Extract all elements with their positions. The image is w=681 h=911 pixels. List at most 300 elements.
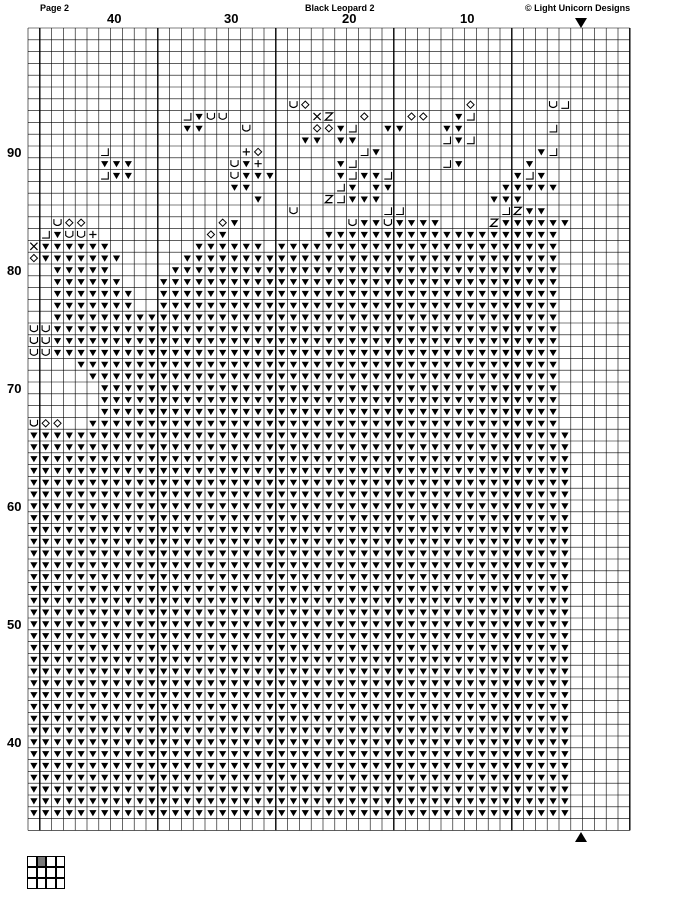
symbol-heart [561, 716, 568, 722]
symbol-heart [101, 503, 108, 509]
symbol-heart [66, 680, 73, 686]
symbol-heart [373, 173, 380, 179]
symbol-heart [432, 704, 439, 710]
symbol-heart [196, 397, 203, 403]
symbol-heart [266, 728, 273, 734]
symbol-heart [479, 515, 486, 521]
symbol-heart [54, 256, 61, 262]
symbol-heart [302, 610, 309, 616]
symbol-heart [231, 244, 238, 250]
symbol-heart [514, 716, 521, 722]
symbol-heart [561, 610, 568, 616]
symbol-heart [384, 468, 391, 474]
symbol-heart [491, 456, 498, 462]
symbol-heart [196, 798, 203, 804]
symbol-heart [42, 739, 49, 745]
symbol-heart [243, 692, 250, 698]
symbol-heart [30, 716, 37, 722]
symbol-heart [278, 397, 285, 403]
symbol-heart [89, 704, 96, 710]
symbol-heart [514, 232, 521, 238]
symbol-heart [314, 291, 321, 297]
symbol-heart [30, 468, 37, 474]
symbol-cross [30, 243, 37, 250]
symbol-heart [137, 433, 144, 439]
symbol-heart [526, 315, 533, 321]
symbol-heart [137, 527, 144, 533]
symbol-heart [54, 645, 61, 651]
symbol-heart [337, 680, 344, 686]
symbol-heart [42, 244, 49, 250]
symbol-heart [101, 350, 108, 356]
symbol-heart [290, 645, 297, 651]
symbol-heart [290, 480, 297, 486]
symbol-heart [101, 444, 108, 450]
symbol-heart [455, 397, 462, 403]
symbol-heart [526, 739, 533, 745]
symbol-heart [514, 385, 521, 391]
symbol-heart [420, 645, 427, 651]
symbol-heart [432, 574, 439, 580]
symbol-heart [396, 244, 403, 250]
symbol-heart [502, 256, 509, 262]
symbol-heart [314, 574, 321, 580]
symbol-heart [266, 492, 273, 498]
symbol-heart [314, 468, 321, 474]
symbol-heart [561, 444, 568, 450]
symbol-heart [101, 161, 108, 167]
symbol-heart [89, 421, 96, 427]
symbol-heart [337, 633, 344, 639]
symbol-heart [538, 539, 545, 545]
symbol-heart [125, 810, 132, 816]
symbol-heart [255, 173, 262, 179]
symbol-heart [538, 492, 545, 498]
symbol-heart [30, 680, 37, 686]
symbol-heart [337, 574, 344, 580]
symbol-heart [337, 397, 344, 403]
symbol-heart [78, 763, 85, 769]
symbol-heart [113, 374, 120, 380]
symbol-heart [373, 645, 380, 651]
symbol-heart [160, 527, 167, 533]
symbol-heart [455, 114, 462, 120]
symbol-heart [66, 527, 73, 533]
symbol-heart [137, 397, 144, 403]
symbol-heart [432, 492, 439, 498]
symbol-heart [302, 798, 309, 804]
symbol-heart [361, 444, 368, 450]
symbol-heart [290, 527, 297, 533]
symbol-heart [384, 385, 391, 391]
symbol-heart [137, 657, 144, 663]
symbol-heart [184, 562, 191, 568]
symbol-heart [325, 503, 332, 509]
symbol-heart [231, 527, 238, 533]
symbol-heart [325, 633, 332, 639]
symbol-heart [502, 232, 509, 238]
symbol-heart [349, 751, 356, 757]
symbol-heart [550, 621, 557, 627]
symbol-heart [467, 362, 474, 368]
symbol-heart [479, 291, 486, 297]
symbol-heart [160, 456, 167, 462]
symbol-heart [373, 244, 380, 250]
symbol-heart [455, 444, 462, 450]
symbol-heart [538, 185, 545, 191]
symbol-heart [432, 279, 439, 285]
symbol-heart [432, 562, 439, 568]
symbol-heart [349, 374, 356, 380]
symbol-heart [148, 586, 155, 592]
symbol-heart [66, 669, 73, 675]
symbol-heart [502, 704, 509, 710]
symbol-heart [42, 515, 49, 521]
symbol-heart [396, 787, 403, 793]
symbol-heart [502, 798, 509, 804]
symbol-heart [243, 539, 250, 545]
symbol-heart [290, 775, 297, 781]
symbol-heart [219, 492, 226, 498]
symbol-heart [420, 433, 427, 439]
symbol-heart [349, 515, 356, 521]
symbol-heart [349, 350, 356, 356]
symbol-heart [396, 527, 403, 533]
symbol-heart [101, 645, 108, 651]
symbol-heart [361, 315, 368, 321]
symbol-heart [160, 680, 167, 686]
symbol-heart [349, 456, 356, 462]
symbol-heart [231, 374, 238, 380]
symbol-heart [266, 775, 273, 781]
symbol-heart [148, 326, 155, 332]
symbol-heart [113, 444, 120, 450]
symbol-heart [160, 338, 167, 344]
symbol-heart [396, 574, 403, 580]
symbol-heart [396, 421, 403, 427]
symbol-heart [148, 621, 155, 627]
symbol-heart [314, 444, 321, 450]
symbol-heart [384, 751, 391, 757]
symbol-heart [160, 586, 167, 592]
symbol-heart [396, 657, 403, 663]
symbol-heart [538, 421, 545, 427]
symbol-heart [538, 574, 545, 580]
symbol-heart [160, 362, 167, 368]
symbol-heart [325, 586, 332, 592]
symbol-heart [231, 362, 238, 368]
symbol-heart [420, 326, 427, 332]
symbol-heart [396, 291, 403, 297]
symbol-heart [443, 362, 450, 368]
symbol-heart [231, 385, 238, 391]
symbol-heart [113, 480, 120, 486]
symbol-heart [408, 244, 415, 250]
symbol-heart [373, 704, 380, 710]
symbol-heart [432, 315, 439, 321]
symbol-heart [314, 798, 321, 804]
symbol-heart [219, 232, 226, 238]
symbol-heart [361, 267, 368, 273]
symbol-heart [538, 409, 545, 415]
symbol-heart [337, 598, 344, 604]
symbol-heart [255, 468, 262, 474]
symbol-heart [42, 763, 49, 769]
symbol-heart [373, 621, 380, 627]
symbol-heart [325, 704, 332, 710]
symbol-heart [373, 633, 380, 639]
symbol-heart [137, 503, 144, 509]
symbol-heart [538, 468, 545, 474]
symbol-heart [373, 326, 380, 332]
symbol-heart [78, 350, 85, 356]
symbol-heart [361, 433, 368, 439]
symbol-heart [479, 350, 486, 356]
symbol-heart [30, 492, 37, 498]
symbol-heart [420, 503, 427, 509]
symbol-heart [443, 421, 450, 427]
symbol-heart [196, 621, 203, 627]
symbol-heart [373, 574, 380, 580]
symbol-heart [137, 763, 144, 769]
symbol-heart [184, 480, 191, 486]
symbol-heart [172, 692, 179, 698]
symbol-heart [219, 468, 226, 474]
symbol-heart [290, 374, 297, 380]
symbol-heart [538, 350, 545, 356]
symbol-heart [550, 244, 557, 250]
symbol-heart [408, 645, 415, 651]
symbol-heart [243, 598, 250, 604]
symbol-heart [78, 456, 85, 462]
symbol-heart [78, 562, 85, 568]
symbol-heart [550, 468, 557, 474]
symbol-heart [479, 232, 486, 238]
symbol-heart [42, 645, 49, 651]
symbol-heart [432, 326, 439, 332]
symbol-heart [207, 692, 214, 698]
symbol-heart [78, 539, 85, 545]
symbol-heart [207, 669, 214, 675]
symbol-heart [101, 751, 108, 757]
symbol-heart [172, 704, 179, 710]
symbol-heart [314, 492, 321, 498]
symbol-heart [325, 492, 332, 498]
symbol-heart [231, 539, 238, 545]
symbol-heart [113, 421, 120, 427]
symbol-heart [396, 362, 403, 368]
symbol-heart [184, 350, 191, 356]
symbol-heart [314, 326, 321, 332]
symbol-heart [231, 492, 238, 498]
symbol-heart [432, 409, 439, 415]
symbol-heart [479, 409, 486, 415]
symbol-heart [538, 551, 545, 557]
symbol-heart [66, 539, 73, 545]
symbol-heart [526, 621, 533, 627]
symbol-heart [160, 279, 167, 285]
symbol-heart [526, 220, 533, 226]
symbol-heart [125, 409, 132, 415]
symbol-cup [290, 101, 297, 107]
symbol-heart [302, 362, 309, 368]
symbol-heart [384, 680, 391, 686]
symbol-heart [302, 574, 309, 580]
symbol-heart [561, 669, 568, 675]
symbol-heart [302, 586, 309, 592]
symbol-heart [408, 256, 415, 262]
symbol-heart [314, 716, 321, 722]
symbol-heart [42, 574, 49, 580]
symbol-heart [278, 551, 285, 557]
symbol-heart [30, 751, 37, 757]
symbol-heart [443, 350, 450, 356]
symbol-heart [207, 798, 214, 804]
symbol-heart [526, 669, 533, 675]
symbol-heart [54, 598, 61, 604]
symbol-heart [479, 456, 486, 462]
symbol-heart [325, 775, 332, 781]
symbol-heart [160, 633, 167, 639]
symbol-heart [373, 775, 380, 781]
symbol-heart [243, 739, 250, 745]
symbol-corner [526, 172, 533, 179]
symbol-heart [491, 798, 498, 804]
symbol-heart [113, 515, 120, 521]
symbol-heart [514, 775, 521, 781]
symbol-heart [207, 527, 214, 533]
symbol-heart [243, 256, 250, 262]
symbol-heart [137, 551, 144, 557]
symbol-heart [443, 551, 450, 557]
symbol-heart [290, 326, 297, 332]
symbol-heart [231, 256, 238, 262]
symbol-heart [89, 291, 96, 297]
symbol-diamond-outline [30, 255, 37, 262]
symbol-heart [231, 279, 238, 285]
symbol-heart [325, 527, 332, 533]
symbol-heart [125, 716, 132, 722]
symbol-heart [337, 138, 344, 144]
symbol-heart [125, 315, 132, 321]
symbol-heart [337, 291, 344, 297]
symbol-heart [408, 621, 415, 627]
symbol-heart [184, 787, 191, 793]
symbol-heart [184, 256, 191, 262]
symbol-heart [78, 444, 85, 450]
symbol-heart [455, 574, 462, 580]
symbol-heart [443, 303, 450, 309]
symbol-heart [184, 798, 191, 804]
symbol-heart [396, 645, 403, 651]
symbol-heart [207, 704, 214, 710]
symbol-heart [148, 598, 155, 604]
symbol-heart [349, 728, 356, 734]
symbol-heart [337, 350, 344, 356]
symbol-heart [314, 539, 321, 545]
symbol-heart [160, 657, 167, 663]
symbol-heart [561, 456, 568, 462]
symbol-heart [314, 633, 321, 639]
symbol-heart [550, 810, 557, 816]
symbol-heart [514, 728, 521, 734]
symbol-heart [66, 551, 73, 557]
symbol-heart [420, 315, 427, 321]
symbol-heart [408, 657, 415, 663]
symbol-heart [420, 598, 427, 604]
symbol-heart [148, 551, 155, 557]
symbol-heart [502, 621, 509, 627]
symbol-heart [302, 338, 309, 344]
symbol-corner [467, 113, 474, 120]
symbol-heart [266, 385, 273, 391]
symbol-heart [255, 409, 262, 415]
symbol-heart [196, 291, 203, 297]
symbol-heart [408, 515, 415, 521]
symbol-heart [207, 680, 214, 686]
symbol-heart [373, 763, 380, 769]
symbol-heart [420, 397, 427, 403]
symbol-heart [432, 551, 439, 557]
symbol-heart [479, 739, 486, 745]
symbol-heart [137, 669, 144, 675]
symbol-heart [137, 539, 144, 545]
symbol-heart [231, 397, 238, 403]
symbol-heart [349, 197, 356, 203]
symbol-heart [148, 704, 155, 710]
symbol-heart [337, 338, 344, 344]
symbol-heart [502, 456, 509, 462]
symbol-heart [502, 633, 509, 639]
symbol-heart [314, 739, 321, 745]
symbol-heart [137, 621, 144, 627]
symbol-heart [502, 492, 509, 498]
symbol-heart [432, 610, 439, 616]
symbol-heart [66, 256, 73, 262]
symbol-heart [78, 244, 85, 250]
symbol-heart [361, 480, 368, 486]
row-label-80: 80 [7, 263, 22, 278]
symbol-heart [443, 456, 450, 462]
symbol-heart [455, 350, 462, 356]
symbol-heart [89, 515, 96, 521]
symbol-heart [455, 456, 462, 462]
symbol-diamond-outline [302, 101, 309, 108]
symbol-heart [432, 362, 439, 368]
symbol-heart [455, 433, 462, 439]
symbol-heart [30, 515, 37, 521]
symbol-heart [101, 704, 108, 710]
symbol-heart [432, 468, 439, 474]
symbol-heart [491, 468, 498, 474]
symbol-heart [432, 751, 439, 757]
symbol-heart [550, 787, 557, 793]
symbol-heart [396, 444, 403, 450]
symbol-heart [325, 480, 332, 486]
symbol-corner [443, 160, 450, 167]
symbol-heart [160, 492, 167, 498]
symbol-heart [526, 633, 533, 639]
symbol-heart [184, 492, 191, 498]
symbol-heart [42, 551, 49, 557]
symbol-heart [479, 669, 486, 675]
symbol-heart [184, 621, 191, 627]
symbol-diamond-outline [420, 113, 427, 120]
symbol-heart [420, 527, 427, 533]
row-label-70: 70 [7, 381, 22, 396]
symbol-cup [30, 420, 37, 426]
symbol-heart [172, 621, 179, 627]
